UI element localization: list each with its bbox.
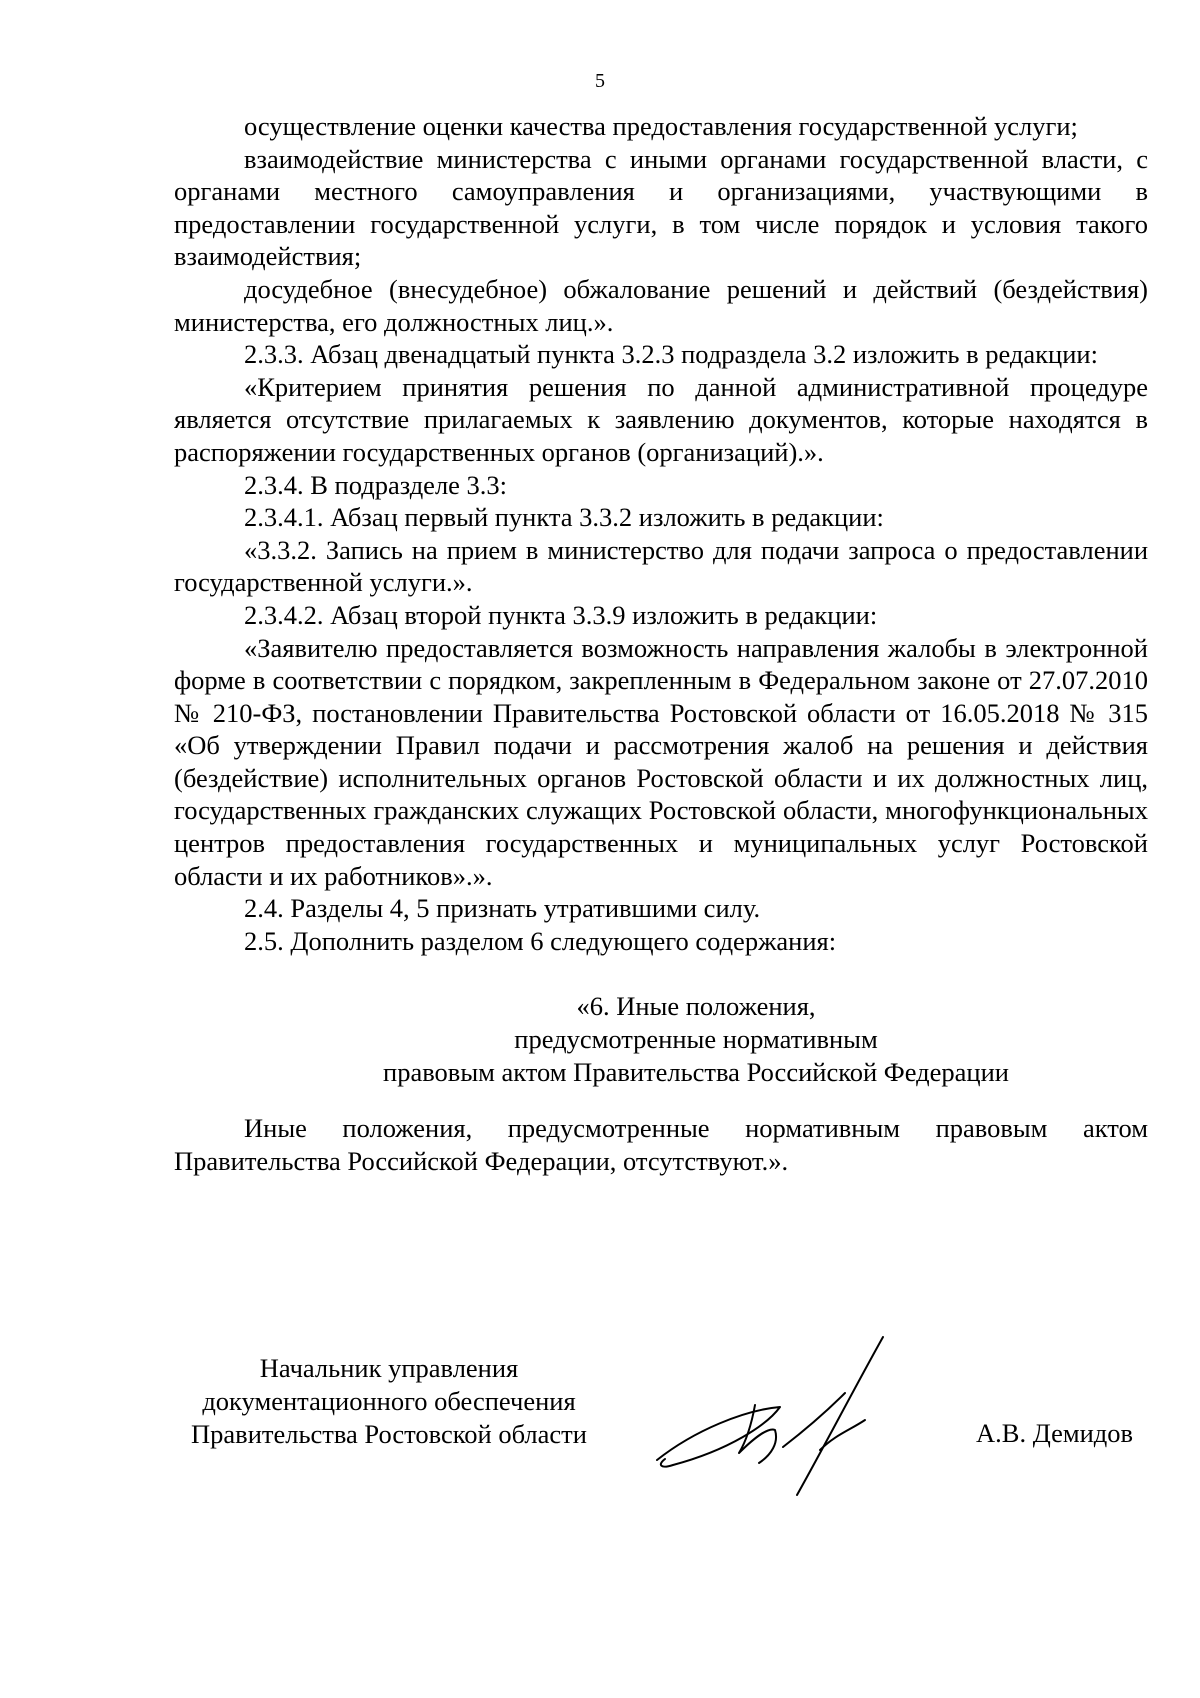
paragraph: 2.4. Разделы 4, 5 признать утратившими силу. (244, 893, 761, 924)
signatory-name: А.В. Демидов (976, 1418, 1134, 1448)
paragraph: «3.3.2. Запись на прием в министерство для подачи запроса о предоставлении государственной услуги.». (174, 534, 1148, 598)
paragraph: «Заявителю предоставляется возможность направления жалобы в электронной форме в соответствии с порядком, закрепленным в Федеральном законе от 27.07.2010 № 210-ФЗ, постановлении Правительства Ростовской области от 16.05.2018 № 315 «Об утверждении Правил подачи и рассмотрения жалоб на решения и действия (бездействие) исполнительных органов Ростовской области и их должностных лиц, государственных гражданских служащих Ростовской области, многофункциональных центров предоставления государственных и муниципальных услуг Ростовской области и их работников».». (174, 632, 1148, 891)
section-heading-line: «6. Иные положения, (576, 991, 816, 1022)
signatory-title-line: Начальник управления (259, 1353, 519, 1383)
paragraph: досудебное (внесудебное) обжалование решений и действий (бездействия) министерства, его должностных лиц.». (174, 273, 1148, 337)
section-heading-line: правовым актом Правительства Российской Федерации (383, 1056, 1009, 1087)
signatory-title (174, 1352, 604, 1451)
closing-paragraph: Иные положения, предусмотренные нормативным правовым актом Правительства Российской Федерации, отсутствуют.». (174, 1113, 1148, 1176)
paragraph: 2.3.3. Абзац двенадцатый пункта 3.2.3 подраздела 3.2 изложить в редакции: (244, 339, 1098, 370)
paragraph: 2.3.4.1. Абзац первый пункта 3.3.2 изложить в редакции: (244, 502, 884, 533)
document-body (174, 110, 1148, 1177)
handwritten-signature (655, 1335, 915, 1505)
paragraph: взаимодействие министерства с иными органами государственной власти, с органами местного самоуправления и организациями, участвующими в предоставлении государственной услуги, в том числе порядок и условия такого взаимодействия; (174, 143, 1148, 272)
section-heading (244, 990, 1148, 1088)
page-number: 5 (595, 70, 605, 92)
paragraph: 2.3.4.2. Абзац второй пункта 3.3.9 изложить в редакции: (244, 599, 878, 630)
section-heading-line: предусмотренные нормативным (514, 1024, 878, 1055)
paragraph: 2.5. Дополнить разделом 6 следующего содержания: (244, 925, 837, 956)
signatory-title-line: документационного обеспечения (202, 1386, 576, 1416)
paragraph: 2.3.4. В подразделе 3.3: (244, 469, 508, 500)
signatory-title-line: Правительства Ростовской области (191, 1419, 587, 1449)
paragraph: «Критерием принятия решения по данной административной процедуре является отсутствие прилагаемых к заявлению документов, которые находятся в распоряжении государственных органов (организаций).». (174, 371, 1148, 467)
paragraph: осуществление оценки качества предоставления государственной услуги; (244, 111, 1078, 141)
